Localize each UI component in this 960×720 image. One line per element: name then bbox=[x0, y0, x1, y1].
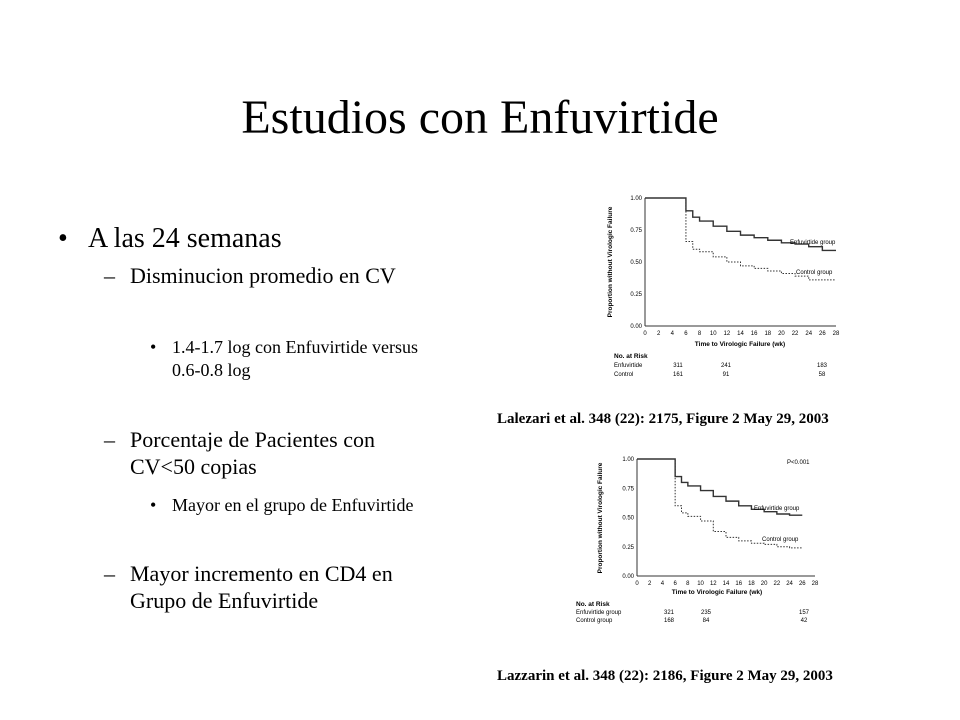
y-tick-label: 0.25 bbox=[630, 292, 642, 298]
x-tick-label: 4 bbox=[660, 581, 665, 587]
y-tick-label: 1.00 bbox=[630, 196, 642, 202]
x-tick-label: 24 bbox=[805, 331, 813, 337]
risk-value: 42 bbox=[800, 618, 808, 624]
x-tick-label: 20 bbox=[778, 331, 785, 337]
x-tick-label: 14 bbox=[722, 581, 730, 587]
bullet-text: 1.4-1.7 log con Enfuvirtide versus 0.6-0.8 log bbox=[172, 337, 418, 380]
risk-value: 84 bbox=[702, 618, 710, 624]
x-tick-label: 16 bbox=[750, 331, 758, 337]
x-tick-label: 14 bbox=[737, 331, 744, 337]
x-tick-label: 26 bbox=[798, 581, 806, 587]
slide-title: Estudios con Enfuvirtide bbox=[241, 91, 719, 144]
y-tick-label: 0.25 bbox=[622, 544, 634, 551]
series-label-enfuvirtide: Enfuvirtide group bbox=[754, 506, 800, 512]
bullet-text: Disminucion promedio en CV bbox=[130, 263, 396, 288]
figure-caption-2: Lazzarin et al. 348 (22): 2186, Figure 2 May 29, 2003 bbox=[497, 668, 833, 684]
y-tick-labels bbox=[622, 457, 634, 580]
series-lines bbox=[637, 459, 802, 548]
x-tick-label: 2 bbox=[648, 581, 652, 587]
bullet-marker: – bbox=[104, 561, 115, 586]
risk-value: 311 bbox=[673, 363, 683, 369]
risk-value: 183 bbox=[816, 363, 828, 369]
risk-value: 91 bbox=[722, 372, 730, 378]
risk-row-label: Control bbox=[614, 372, 634, 378]
bullet-level2 bbox=[104, 560, 440, 614]
risk-table-title: No. at Risk bbox=[614, 353, 648, 360]
x-tick-label: 12 bbox=[723, 331, 731, 337]
km-chart-1 bbox=[600, 188, 850, 383]
risk-value: 161 bbox=[672, 372, 684, 378]
bullet-marker: – bbox=[104, 263, 115, 288]
y-tick-label: 0.75 bbox=[622, 486, 634, 493]
bullet-level1 bbox=[58, 222, 448, 256]
p-value-annotation: P<0.001 bbox=[787, 460, 810, 466]
series-label-control: Control group bbox=[796, 270, 833, 276]
x-tick-label: 10 bbox=[697, 581, 704, 587]
y-axis-label: Proportion without Virologic Failure bbox=[597, 462, 604, 574]
series-lines bbox=[645, 198, 836, 280]
x-tick-label: 0 bbox=[635, 581, 639, 587]
x-tick-label: 10 bbox=[709, 331, 717, 337]
x-tick-label: 16 bbox=[735, 581, 743, 587]
bullet-text: A las 24 semanas bbox=[88, 223, 282, 254]
risk-table-title: No. at Risk bbox=[576, 601, 610, 608]
km-chart-2 bbox=[572, 450, 834, 630]
y-tick-label: 0.00 bbox=[630, 324, 642, 330]
x-tick-label: 6 bbox=[673, 581, 677, 587]
risk-value: 58 bbox=[818, 372, 826, 378]
bullet-text: Mayor incremento en CD4 en Grupo de Enfuvirtide bbox=[130, 561, 393, 613]
bullet-text: Porcentaje de Pacientes con CV<50 copias bbox=[130, 427, 375, 479]
x-tick-label: 18 bbox=[764, 331, 772, 337]
x-tick-label: 22 bbox=[791, 331, 799, 337]
x-tick-label: 2 bbox=[656, 331, 661, 337]
risk-value: 241 bbox=[720, 363, 732, 369]
x-tick-label: 4 bbox=[670, 331, 674, 337]
x-tick-label: 8 bbox=[697, 331, 702, 337]
x-tick-label: 28 bbox=[832, 331, 840, 337]
y-tick-label: 0.00 bbox=[622, 574, 634, 580]
x-tick-label: 0 bbox=[643, 331, 647, 337]
y-tick-label: 0.50 bbox=[622, 515, 634, 522]
risk-value: 321 bbox=[663, 610, 675, 616]
risk-value: 168 bbox=[663, 618, 675, 624]
x-axis-label: Time to Virologic Failure (wk) bbox=[671, 589, 763, 596]
x-tick-label: 24 bbox=[786, 581, 793, 587]
km-figure-2 bbox=[572, 450, 834, 630]
x-tick-label: 28 bbox=[811, 581, 819, 587]
y-tick-label: 1.00 bbox=[622, 457, 634, 463]
x-tick-label: 6 bbox=[684, 331, 688, 337]
x-tick-labels bbox=[635, 581, 819, 587]
bullet-text: Mayor en el grupo de Enfuvirtide bbox=[172, 495, 414, 515]
bullet-level2 bbox=[104, 262, 420, 289]
risk-row-label: Control group bbox=[576, 618, 613, 624]
x-tick-label: 8 bbox=[686, 581, 690, 587]
x-tick-label: 26 bbox=[819, 331, 826, 337]
bullet-marker: – bbox=[104, 427, 115, 452]
risk-row-label: Enfuvirtide group bbox=[576, 610, 622, 616]
control-series-line bbox=[645, 198, 836, 280]
y-axis-label: Proportion without Virologic Failure bbox=[607, 206, 614, 318]
x-tick-label: 18 bbox=[748, 581, 755, 587]
x-axis-label: Time to Virologic Failure (wk) bbox=[694, 341, 786, 348]
risk-value: 235 bbox=[700, 610, 712, 616]
risk-row-label: Enfuvirtide bbox=[614, 363, 643, 369]
bullet-marker: • bbox=[150, 337, 157, 357]
x-tick-label: 20 bbox=[760, 581, 768, 587]
x-tick-label: 12 bbox=[709, 581, 717, 587]
bullet-marker: • bbox=[150, 495, 157, 515]
y-tick-label: 0.75 bbox=[630, 228, 642, 234]
series-label-control: Control group bbox=[762, 537, 799, 543]
figure-caption-1: Lalezari et al. 348 (22): 2175, Figure 2 May 29, 2003 bbox=[497, 411, 829, 427]
bullet-level3 bbox=[150, 494, 422, 517]
x-tick-labels bbox=[643, 331, 840, 337]
y-tick-label: 0.50 bbox=[630, 260, 642, 266]
bullet-marker: • bbox=[58, 223, 68, 254]
bullet-level3 bbox=[150, 336, 432, 382]
y-tick-labels bbox=[630, 196, 642, 330]
control-series-line bbox=[637, 459, 802, 548]
x-tick-label: 22 bbox=[773, 581, 781, 587]
risk-value: 157 bbox=[798, 610, 810, 616]
bullet-level2 bbox=[104, 426, 440, 480]
series-label-enfuvirtide: Enfuvirtide group bbox=[790, 240, 836, 246]
km-figure-1 bbox=[600, 188, 850, 383]
